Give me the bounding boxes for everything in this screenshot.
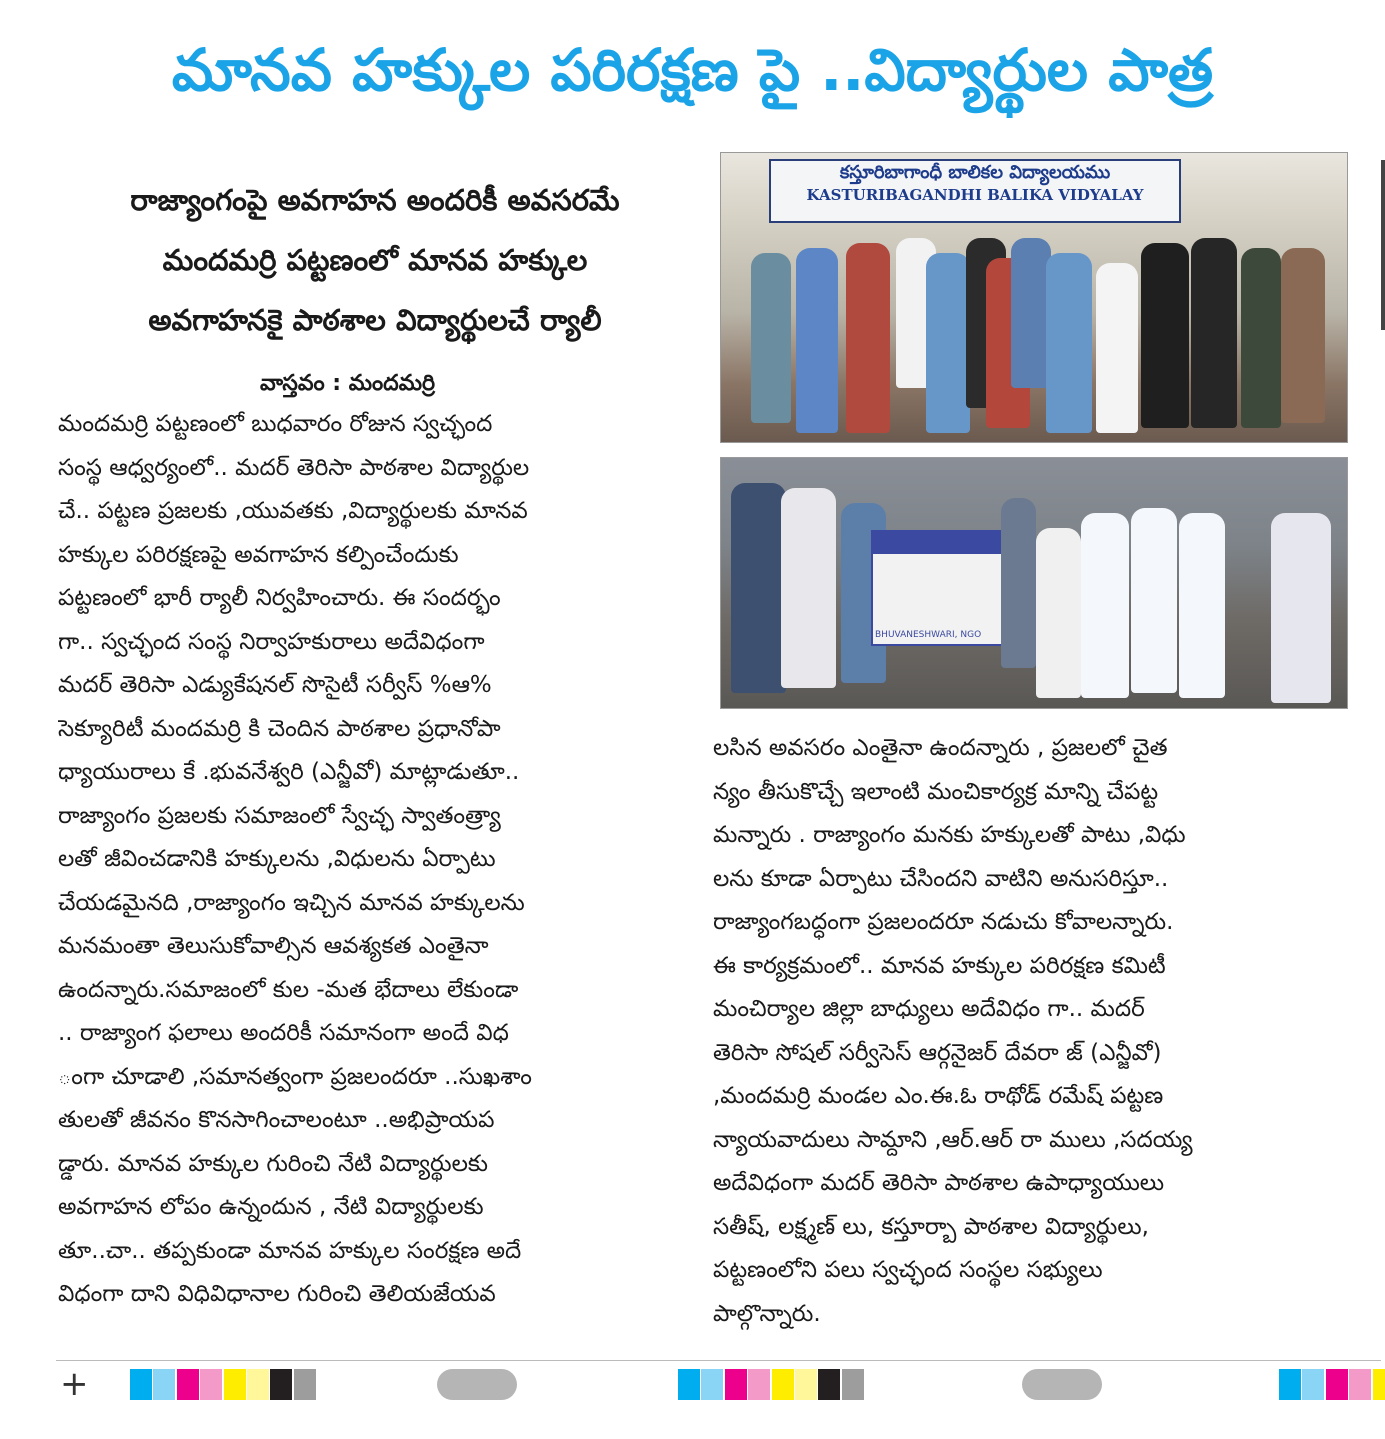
color-swatch: [270, 1369, 292, 1400]
gray-registration-pill: [1022, 1369, 1102, 1400]
color-swatch: [1302, 1369, 1324, 1400]
article-line: పట్టణంలో భారీ ర్యాలీ నిర్వహించారు. ఈ సందర్భం: [58, 585, 501, 611]
article-line: తూ..చా.. తప్పకుండా మానవ హక్కుల సంరక్షణ అదే: [58, 1237, 522, 1264]
article-right-column: [713, 727, 1353, 1336]
article-line: ,మందమర్రి మండల ఎం.ఈ.ఓ రాథోడ్ రమేష్ పట్టణ: [713, 1083, 1164, 1109]
article-line: సెక్యూరిటీ మందమర్రి కి చెందిన పాఠశాల ప్రధానోపా: [58, 715, 501, 742]
subdeck-line: మందమర్రి పట్టణంలో మానవ హక్కుల: [162, 243, 588, 277]
photo-school-group: [720, 152, 1348, 443]
article-line: న్యాయవాదులు సామ్దాని ,ఆర్.ఆర్ రా ములు ,సదయ్య: [713, 1126, 1193, 1153]
color-swatch: [177, 1369, 199, 1400]
article-line: పాల్గొన్నారు.: [713, 1300, 821, 1327]
color-swatch: [130, 1369, 152, 1400]
article-line: తెరిసా సోషల్ సర్వీసెస్ ఆర్గనైజర్ దేవరా జ్ (ఎన్జీవో): [713, 1039, 1162, 1066]
article-line: ఈ కార్యక్రమంలో.. మానవ హక్కుల పరిరక్షణ కమిటీ: [713, 952, 1166, 979]
photo-rally: [720, 457, 1348, 709]
color-swatch: [1373, 1369, 1385, 1400]
article-line: సతీష్, లక్ష్మణ్ లు, కస్తూర్బా పాఠశాల విద్యార్థులు,: [713, 1213, 1149, 1240]
article-line: ఉందన్నారు.సమాజంలో కుల -మత భేదాలు లేకుండా: [58, 976, 519, 1003]
color-swatch: [842, 1369, 864, 1400]
color-swatch: [200, 1369, 222, 1400]
color-swatch: [294, 1369, 316, 1400]
signboard-telugu: కస్తూరిబాగాంధీ బాలికల విద్యాలయము: [839, 162, 1111, 183]
article-line: మన్నారు . రాజ్యాంగం మనకు హక్కులతో పాటు ,విధు: [713, 822, 1186, 848]
dateline: వాస్తవం : మందమర్రి: [260, 371, 436, 396]
subdeck-line: అవగాహనకై పాఠశాల విద్యార్థులచే ర్యాలీ: [148, 303, 602, 337]
article-line: సంస్థ ఆధ్వర్యంలో.. మదర్ తెరిసా పాఠశాల విద్యార్థుల: [58, 454, 530, 481]
gray-registration-pill: [437, 1369, 517, 1400]
school-signboard: [769, 159, 1181, 223]
color-swatch: [224, 1369, 246, 1400]
article-line: ంగా చూడాలి ,సమానత్వంగా ప్రజలందరూ ..సుఖశాం: [58, 1063, 532, 1090]
page-edge-mark: [1381, 160, 1385, 330]
banner-text: BHUVANESHWARI, NGO: [875, 630, 982, 640]
article-line: మనమంతా తెలుసుకోవాల్సిన ఆవశ్యకత ఎంతైనా: [58, 933, 489, 959]
article-line: చే.. పట్టణ ప్రజలకు ,యువతకు ,విద్యార్థులకు మానవ: [58, 498, 528, 524]
article-line: లను కూడా ఏర్పాటు చేసిందని వాటిని అనుసరిస్తూ..: [713, 865, 1169, 892]
article-line: రాజ్యాంగం ప్రజలకు సమాజంలో స్వేచ్ఛ స్వాతంత్ర్యా: [58, 802, 501, 829]
article-line: .. రాజ్యాంగ ఫలాలు అందరికీ సమానంగా అందే విధ: [58, 1020, 509, 1046]
registration-mark: +: [60, 1364, 89, 1404]
article-line: గా.. స్వచ్ఛంద సంస్థ నిర్వాహకురాలు అదేవిధంగా: [58, 628, 485, 655]
article-line: మదర్ తెరిసా ఎడ్యుకేషనల్ సొసైటీ సర్వీస్ %ఆ%: [58, 672, 492, 698]
color-swatch: [1279, 1369, 1301, 1400]
article-line: చేయడమైనది ,రాజ్యాంగం ఇచ్చిన మానవ హక్కులను: [58, 889, 525, 916]
color-swatch: [795, 1369, 817, 1400]
article-line: అవగాహన లోపం ఉన్నందున , నేటి విద్యార్థులకు: [58, 1194, 484, 1220]
color-swatch: [818, 1369, 840, 1400]
color-swatch: [678, 1369, 700, 1400]
signboard-english: KASTURIBAGANDHI BALIKA VIDYALAY: [806, 186, 1144, 204]
subheadline-deck: [55, 170, 695, 350]
page-footer-rule: [56, 1360, 1381, 1361]
color-swatch: [701, 1369, 723, 1400]
article-line: హక్కుల పరిరక్షణపై అవగాహన కల్పించేందుకు: [58, 541, 459, 568]
article-line: న్యం తీసుకొచ్చే ఇలాంటి మంచికార్యక్ర మాన్ని చేపట్ట: [713, 778, 1159, 805]
article-left-column: [58, 403, 688, 1317]
headline: మానవ హక్కుల పరిరక్షణ పై ..విద్యార్థుల పాత్ర: [171, 36, 1214, 104]
article-line: మందమర్రి పట్టణంలో బుధవారం రోజున స్వచ్ఛంద: [58, 411, 493, 437]
color-swatch: [153, 1369, 175, 1400]
article-line: తులతో జీవనం కొనసాగించాలంటూ ..అభిప్రాయప: [58, 1107, 495, 1133]
article-line: లతో జీవించడానికి హక్కులను ,విధులను ఏర్పాటు: [58, 846, 496, 872]
color-swatch: [1326, 1369, 1348, 1400]
subdeck-line: రాజ్యాంగంపై అవగాహన అందరికీ అవసరమే: [130, 183, 620, 217]
article-line: ధ్యాయురాలు కే .భువనేశ్వరి (ఎన్జీవో) మాట్లాడుతూ..: [58, 759, 520, 785]
color-swatch: [748, 1369, 770, 1400]
article-line: లసిన అవసరం ఎంతైనా ఉందన్నారు , ప్రజలలో చైత: [713, 735, 1168, 761]
article-line: పట్టణంలోని పలు స్వచ్ఛంద సంస్థల సభ్యులు: [713, 1257, 1103, 1283]
color-swatch: [247, 1369, 269, 1400]
color-swatch: [772, 1369, 794, 1400]
article-line: మంచిర్యాల జిల్లా బాధ్యులు అదేవిధం గా.. మదర్: [713, 996, 1145, 1022]
article-line: అదేవిధంగా మదర్ తెరిసా పాఠశాల ఉపాధ్యాయులు: [713, 1170, 1165, 1196]
article-line: రాజ్యాంగబద్ధంగా ప్రజలందరూ నడుచు కోవాలన్నారు.: [713, 909, 1174, 935]
article-line: విధంగా దాని విధివిధానాల గురించి తెలియజేయవ: [58, 1281, 496, 1307]
color-swatch: [1349, 1369, 1371, 1400]
color-swatch: [725, 1369, 747, 1400]
article-line: డ్డారు. మానవ హక్కుల గురించి నేటి విద్యార్థులకు: [58, 1150, 488, 1177]
